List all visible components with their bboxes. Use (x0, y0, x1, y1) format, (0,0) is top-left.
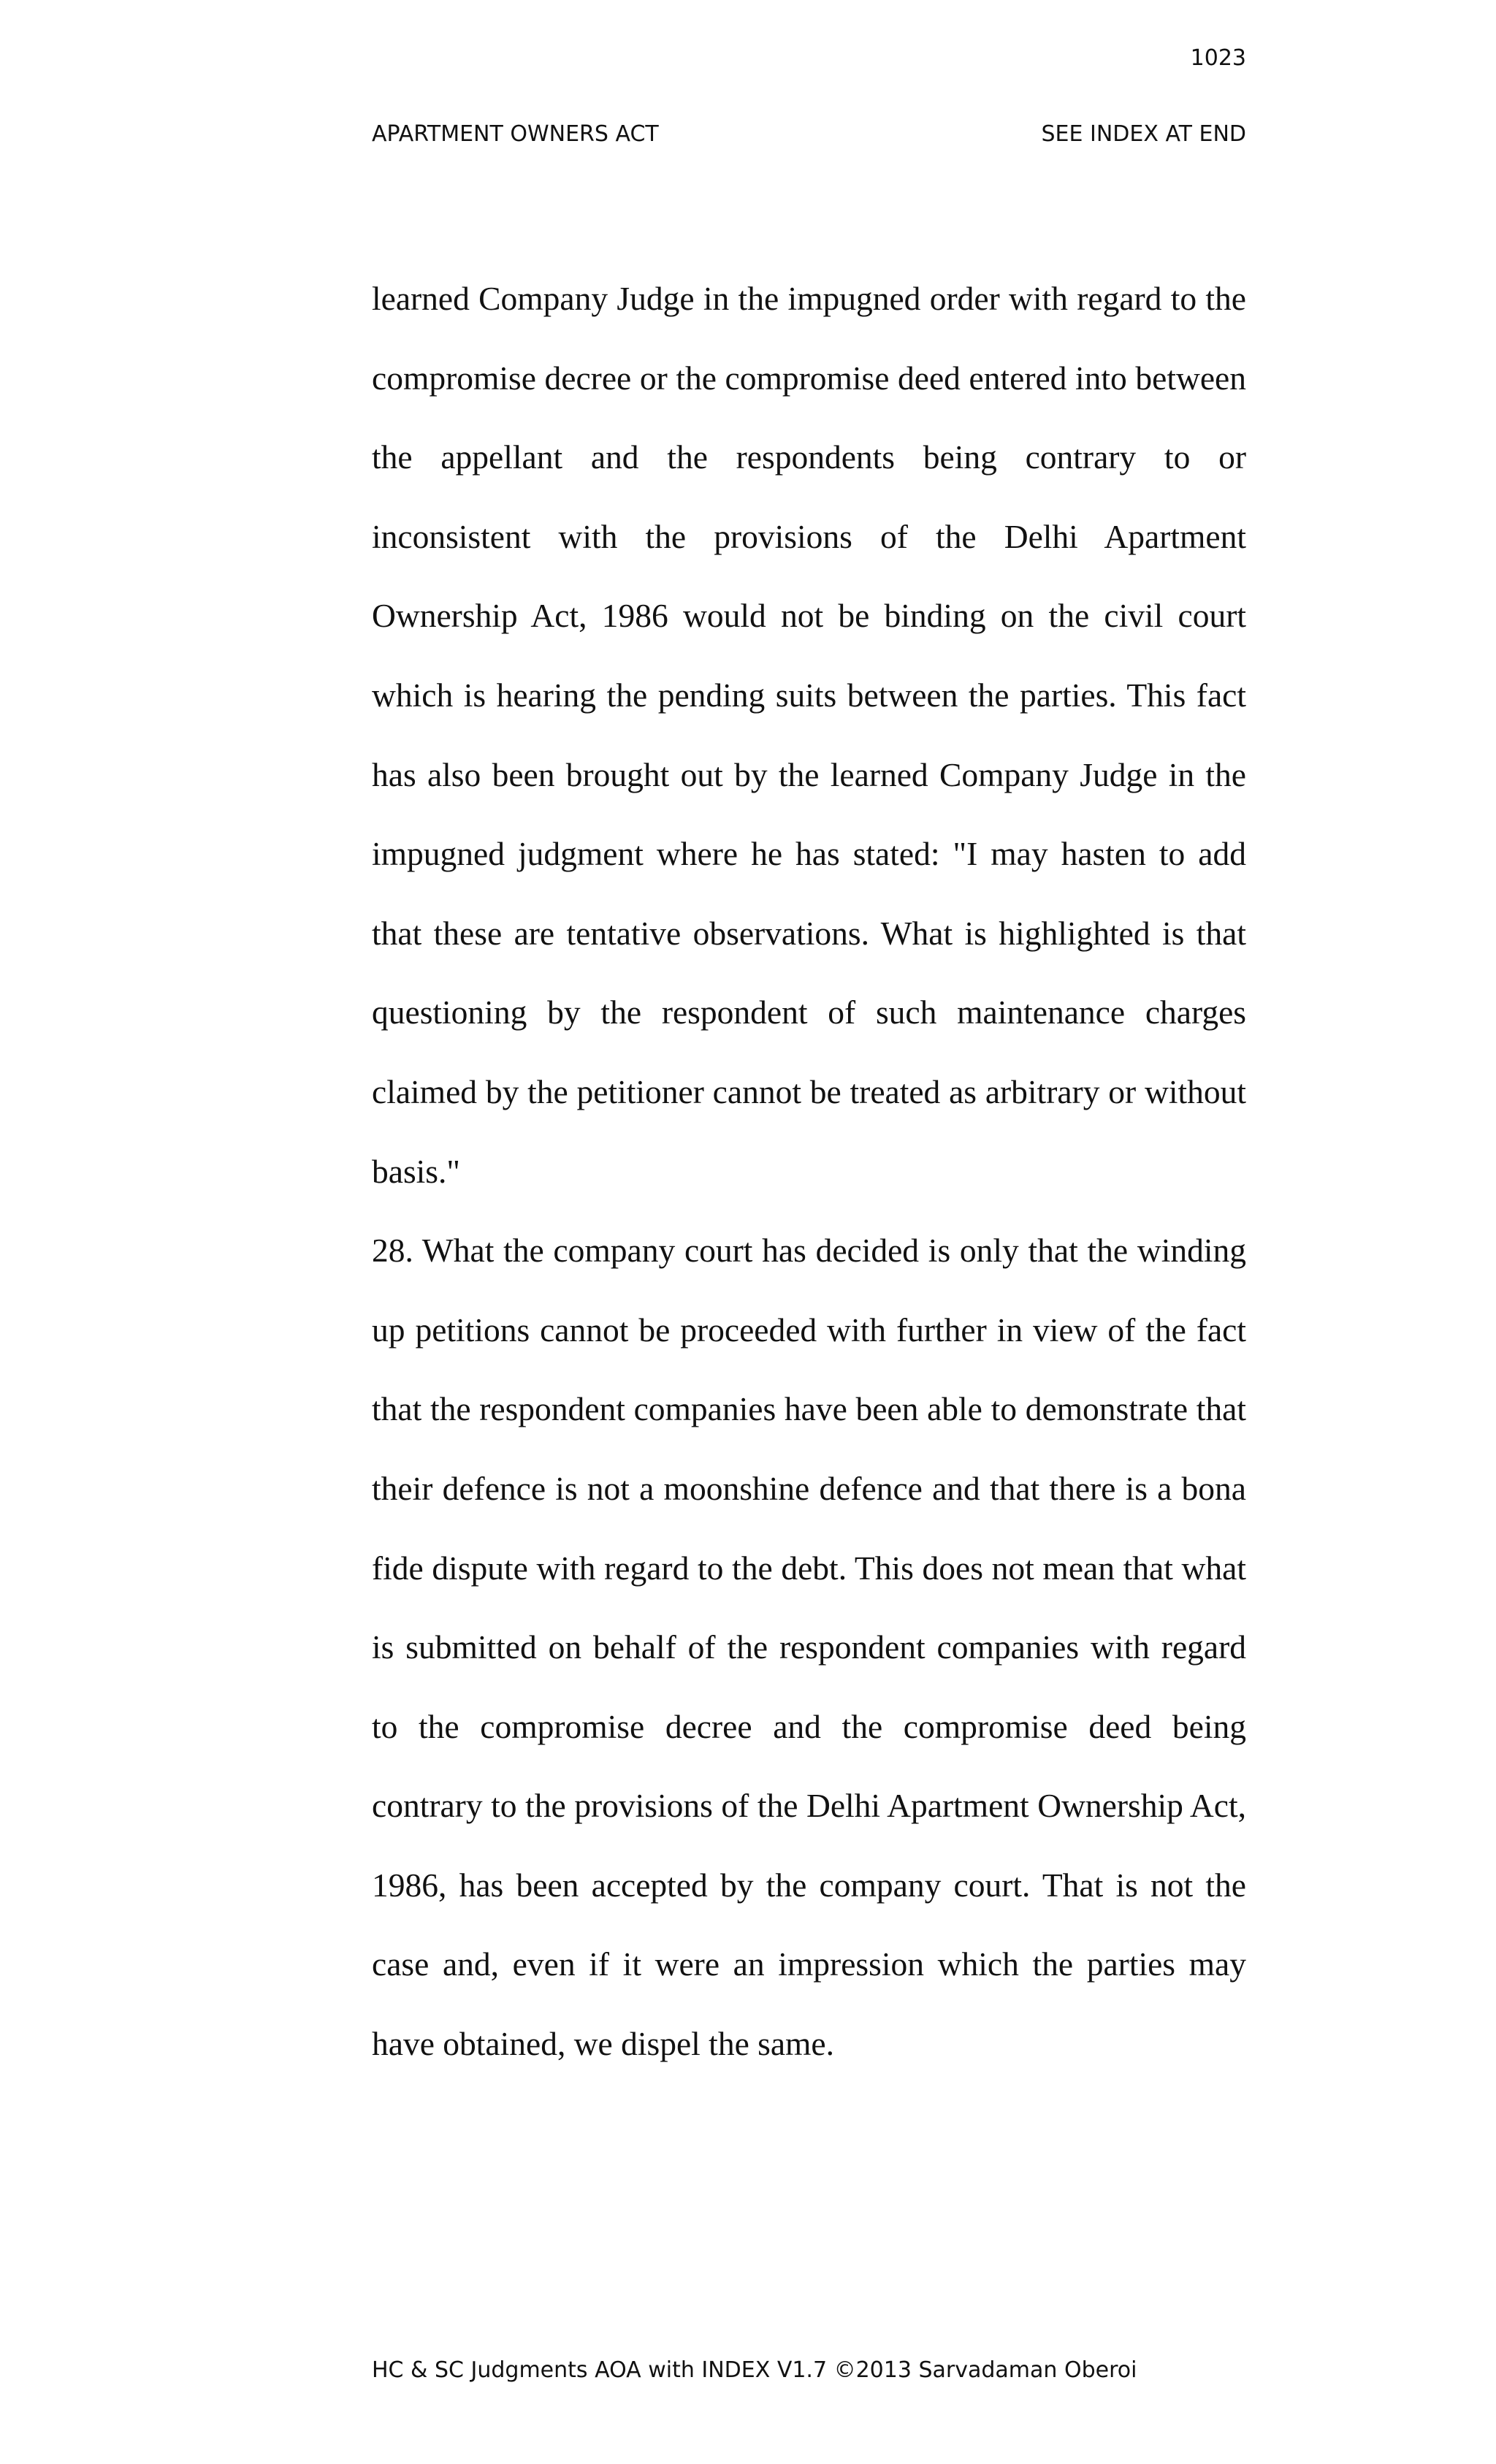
page-number: 1023 (1190, 45, 1246, 71)
page-footer: HC & SC Judgments AOA with INDEX V1.7 ©2013 Sarvadaman Oberoi (372, 2357, 1137, 2383)
running-header (372, 120, 1246, 149)
document-body (372, 259, 1246, 2084)
body-paragraph-1: learned Company Judge in the impugned order with regard to the compromise decree or the compromise deed entered into between the appellant and the respondents being contrary to or inconsistent with the provisions of the Delhi Apartment Ownership Act, 1986 would not be binding on the civil court which is hearing the pending suits between the parties. This fact has also been brought out by the learned Company Judge in the impugned judgment where he has stated: "I may hasten to add that these are tentative observations. What is highlighted is that questioning by the respondent of such maintenance charges claimed by the petitioner cannot be treated as arbitrary or without basis." (372, 280, 1246, 1190)
body-paragraph-2: 28. What the company court has decided is only that the winding up petitions cannot be proceeded with further in view of the fact that the respondent companies have been able to demonstrate that their defence is not a moonshine defence and that there is a bona fide dispute with regard to the debt. This does not mean that what is submitted on behalf of the respondent companies with regard to the compromise decree and the compromise deed being contrary to the provisions of the Delhi Apartment Ownership Act, 1986, has been accepted by the company court. That is not the case and, even if it were an impression which the parties may have obtained, we dispel the same. (372, 1232, 1246, 2063)
header-left-title: APARTMENT OWNERS ACT (372, 121, 659, 147)
header-right-note: SEE INDEX AT END (1041, 121, 1246, 147)
